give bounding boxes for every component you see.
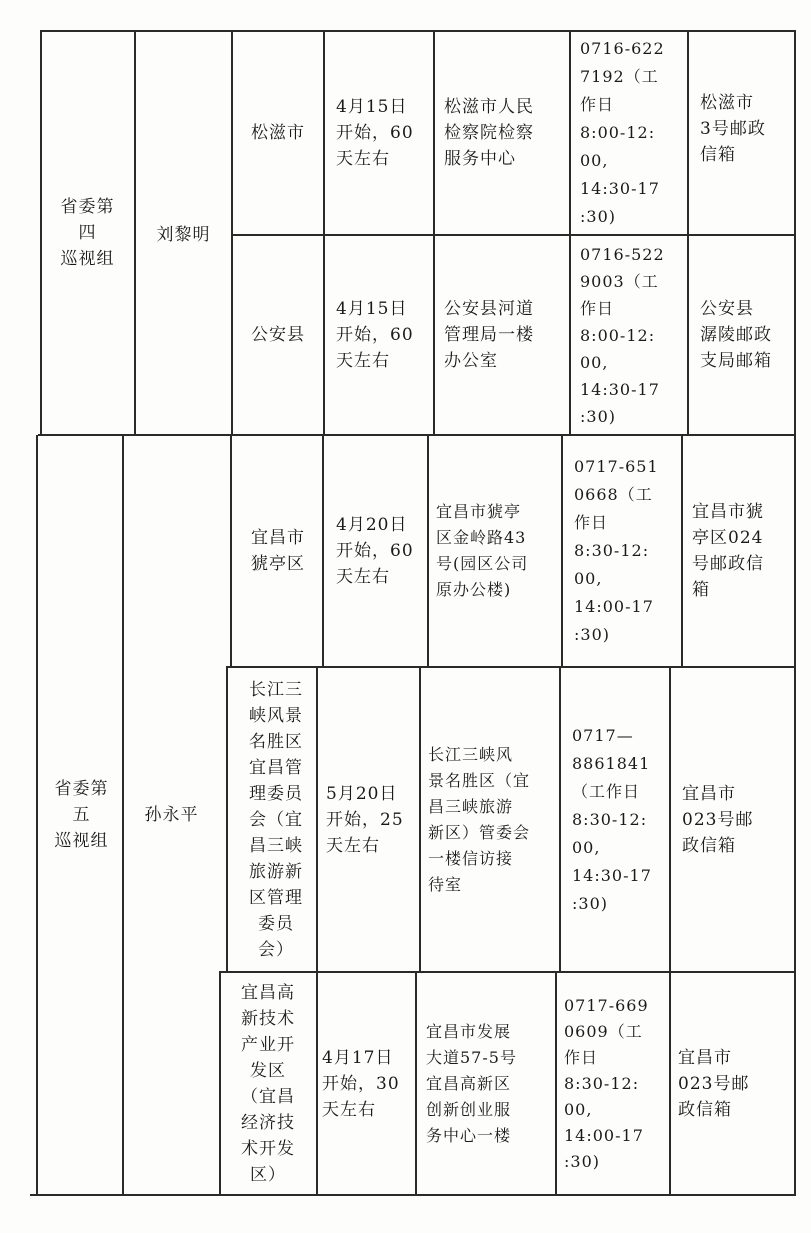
column-divider <box>559 667 561 972</box>
phone-text: 0716-522 9003（工 作日 8:00-12: 00, 14:30-17 :30) <box>580 244 665 426</box>
phone-cell <box>556 972 670 1195</box>
location-text: 宜昌市发展 大道57-5号 宜昌高新区 创新创业服 务中心一楼 <box>426 1021 517 1145</box>
location-cell <box>434 235 570 435</box>
table-border-bottom <box>30 1194 796 1196</box>
leader-name: 刘黎明 <box>156 225 211 245</box>
mailbox-cell <box>682 435 796 667</box>
period-cell <box>324 30 434 235</box>
period-text: 4月15日 开始，60 天左右 <box>336 96 414 169</box>
period-cell <box>316 972 416 1195</box>
row-divider <box>219 971 796 973</box>
group-name-cell <box>40 30 135 435</box>
column-divider <box>231 30 233 435</box>
group-name: 省委第 五 巡视组 <box>54 779 109 851</box>
mailbox-cell <box>670 667 796 972</box>
period-text: 4月15日 开始，60 天左右 <box>336 299 414 371</box>
leader-name: 孙永平 <box>144 805 199 825</box>
group-name-cell <box>40 435 123 1195</box>
location-cell <box>416 972 556 1195</box>
location-cell <box>434 30 570 235</box>
column-divider <box>569 30 571 435</box>
phone-text: 0716-622 7192（工 作日 8:00-12: 00, 14:30-17 :30) <box>580 38 665 226</box>
phone-text: 0717— 8861841 （工作日 8:30-12: 00, 14:30-17 :30) <box>572 725 652 913</box>
column-divider <box>555 972 557 1195</box>
location-text: 公安县河道 管理局一楼 办公室 <box>444 299 534 371</box>
column-divider <box>230 435 232 667</box>
column-divider <box>122 435 124 1195</box>
location-cell <box>420 667 560 972</box>
area-cell <box>228 667 324 972</box>
column-divider <box>323 30 325 435</box>
mailbox-text: 宜昌市 023号邮 政信箱 <box>682 783 754 856</box>
period-text: 5月20日 开始，25 天左右 <box>326 783 404 856</box>
location-text: 松滋市人民 检察院检察 服务中心 <box>444 96 534 169</box>
period-cell <box>316 667 420 972</box>
area-name: 宜昌高 新技术 产业开 发区 （宜昌 经济技 术开发 区） <box>241 982 295 1185</box>
area-cell <box>232 435 324 667</box>
mailbox-text: 松滋市 3号邮政 信箱 <box>700 93 766 165</box>
location-text: 宜昌市猇亭 区金岭路43 号(园区公司 原办公楼) <box>436 502 529 599</box>
period-cell <box>324 435 428 667</box>
phone-text: 0717-669 0609（工 作日 8:30-12: 00, 14:00-17 :30) <box>564 995 649 1171</box>
column-divider <box>561 435 563 667</box>
leader-cell <box>123 435 220 1195</box>
area-cell <box>232 30 324 235</box>
phone-cell <box>570 30 688 235</box>
phone-cell <box>570 235 688 435</box>
column-divider <box>322 435 324 667</box>
period-text: 4月17日 开始，30 天左右 <box>322 1047 400 1120</box>
row-divider <box>226 666 796 668</box>
area-cell <box>232 235 324 435</box>
area-name: 长江三 峡风景 名胜区 宜昌管 理委员 会（宜 昌三峡 旅游新 区管理 委员 会） <box>249 679 303 960</box>
mailbox-cell <box>670 972 796 1195</box>
phone-text: 0717-651 0668（工 作日 8:30-12: 00, 14:00-17 :30) <box>574 457 659 644</box>
column-divider <box>134 30 136 435</box>
column-divider <box>419 667 421 972</box>
phone-cell <box>560 667 680 972</box>
area-name: 公安县 <box>251 325 305 345</box>
mailbox-cell <box>688 235 796 435</box>
period-cell <box>324 235 434 435</box>
table-border-left <box>36 435 38 1195</box>
area-cell <box>220 972 316 1195</box>
leader-cell <box>135 30 232 435</box>
phone-cell <box>562 435 682 667</box>
column-divider <box>415 972 417 1195</box>
group-name: 省委第 四 巡视组 <box>60 196 115 269</box>
row-divider <box>232 234 796 236</box>
column-divider <box>681 435 683 667</box>
area-name: 松滋市 <box>251 122 305 143</box>
table-border-top <box>40 30 796 32</box>
column-divider <box>219 972 221 1195</box>
location-cell <box>428 435 562 667</box>
column-divider <box>316 667 318 1195</box>
column-divider <box>687 30 689 435</box>
area-name: 宜昌市 猇亭区 <box>251 528 305 574</box>
table-border-left <box>40 30 42 435</box>
column-divider <box>427 435 429 667</box>
mailbox-text: 公安县 潺陵邮政 支局邮箱 <box>700 299 772 371</box>
column-divider <box>226 667 228 972</box>
mailbox-cell <box>688 30 796 235</box>
location-text: 长江三峡风 景名胜区（宜 昌三峡旅游 新区）管委会 一楼信访接 待室 <box>428 744 531 894</box>
period-text: 4月20日 开始，60 天左右 <box>336 515 414 587</box>
table-border-right <box>794 30 796 1195</box>
column-divider <box>433 30 435 435</box>
column-divider <box>669 667 671 1195</box>
mailbox-text: 宜昌市猇 亭区024 号邮政信 箱 <box>692 502 764 600</box>
mailbox-text: 宜昌市 023号邮 政信箱 <box>678 1047 750 1120</box>
